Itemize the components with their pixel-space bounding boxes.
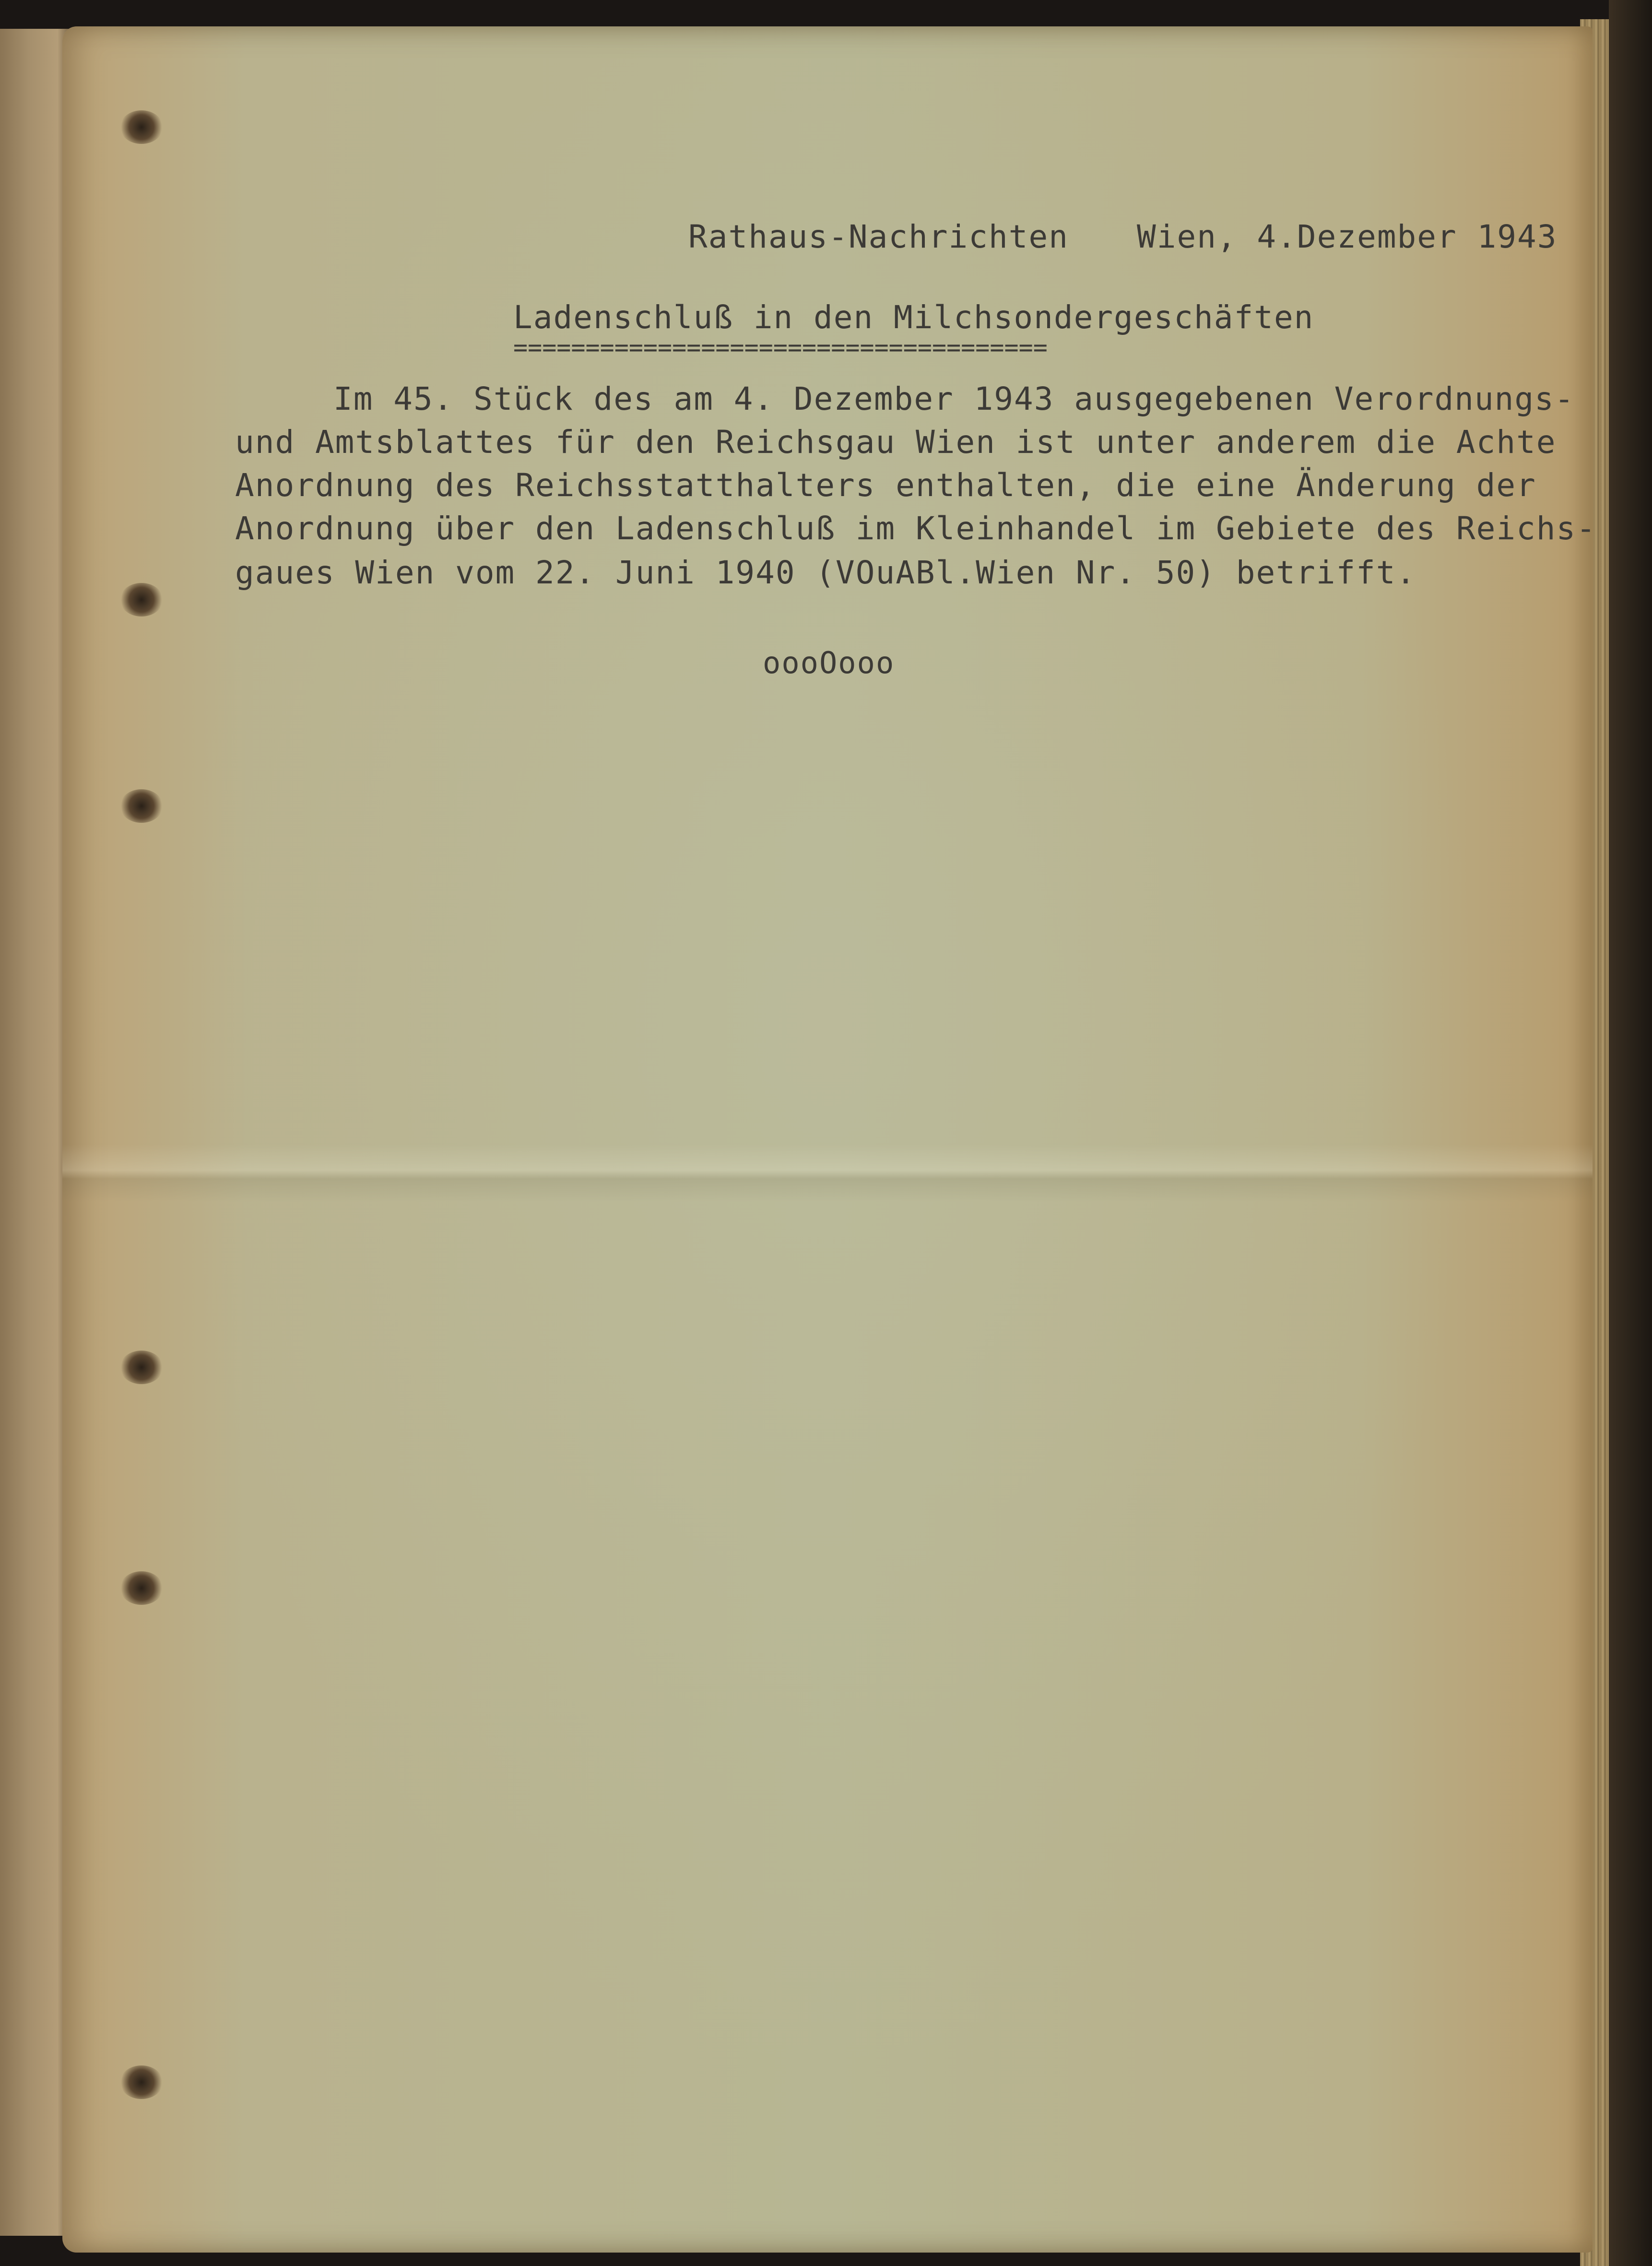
binding-hole	[120, 2065, 163, 2099]
previous-page-edge	[0, 29, 72, 2236]
binding-hole	[120, 1351, 163, 1384]
body-line: und Amtsblattes für den Reichsgau Wien ist unter anderem die Achte	[235, 424, 1557, 461]
paper-fold	[62, 1144, 1593, 1202]
body-line: Im 45. Stück des am 4. Dezember 1943 ausgegebenen Verordnungs-	[333, 380, 1575, 417]
book-background	[1609, 0, 1652, 2266]
binding-hole	[120, 110, 163, 144]
binding-hole	[120, 789, 163, 823]
document-page	[62, 26, 1597, 2253]
section-separator: oooOooo	[763, 645, 895, 680]
article-title: Ladenschluß in den Milchsondergeschäften	[513, 299, 1314, 336]
publication-name: Rathaus-Nachrichten	[688, 218, 1069, 255]
title-underline: =====================================	[513, 333, 1048, 361]
date-line: Wien, 4.Dezember 1943	[1137, 218, 1558, 255]
body-line: Anordnung über den Ladenschluß im Kleinhandel im Gebiete des Reichs-	[235, 510, 1597, 547]
binding-hole	[120, 583, 163, 617]
body-line: Anordnung des Reichsstatthalters enthalten, die eine Änderung der	[235, 467, 1536, 504]
body-line: gaues Wien vom 22. Juni 1940 (VOuABl.Wien Nr. 50) betrifft.	[235, 554, 1416, 591]
binding-hole	[120, 1571, 163, 1605]
